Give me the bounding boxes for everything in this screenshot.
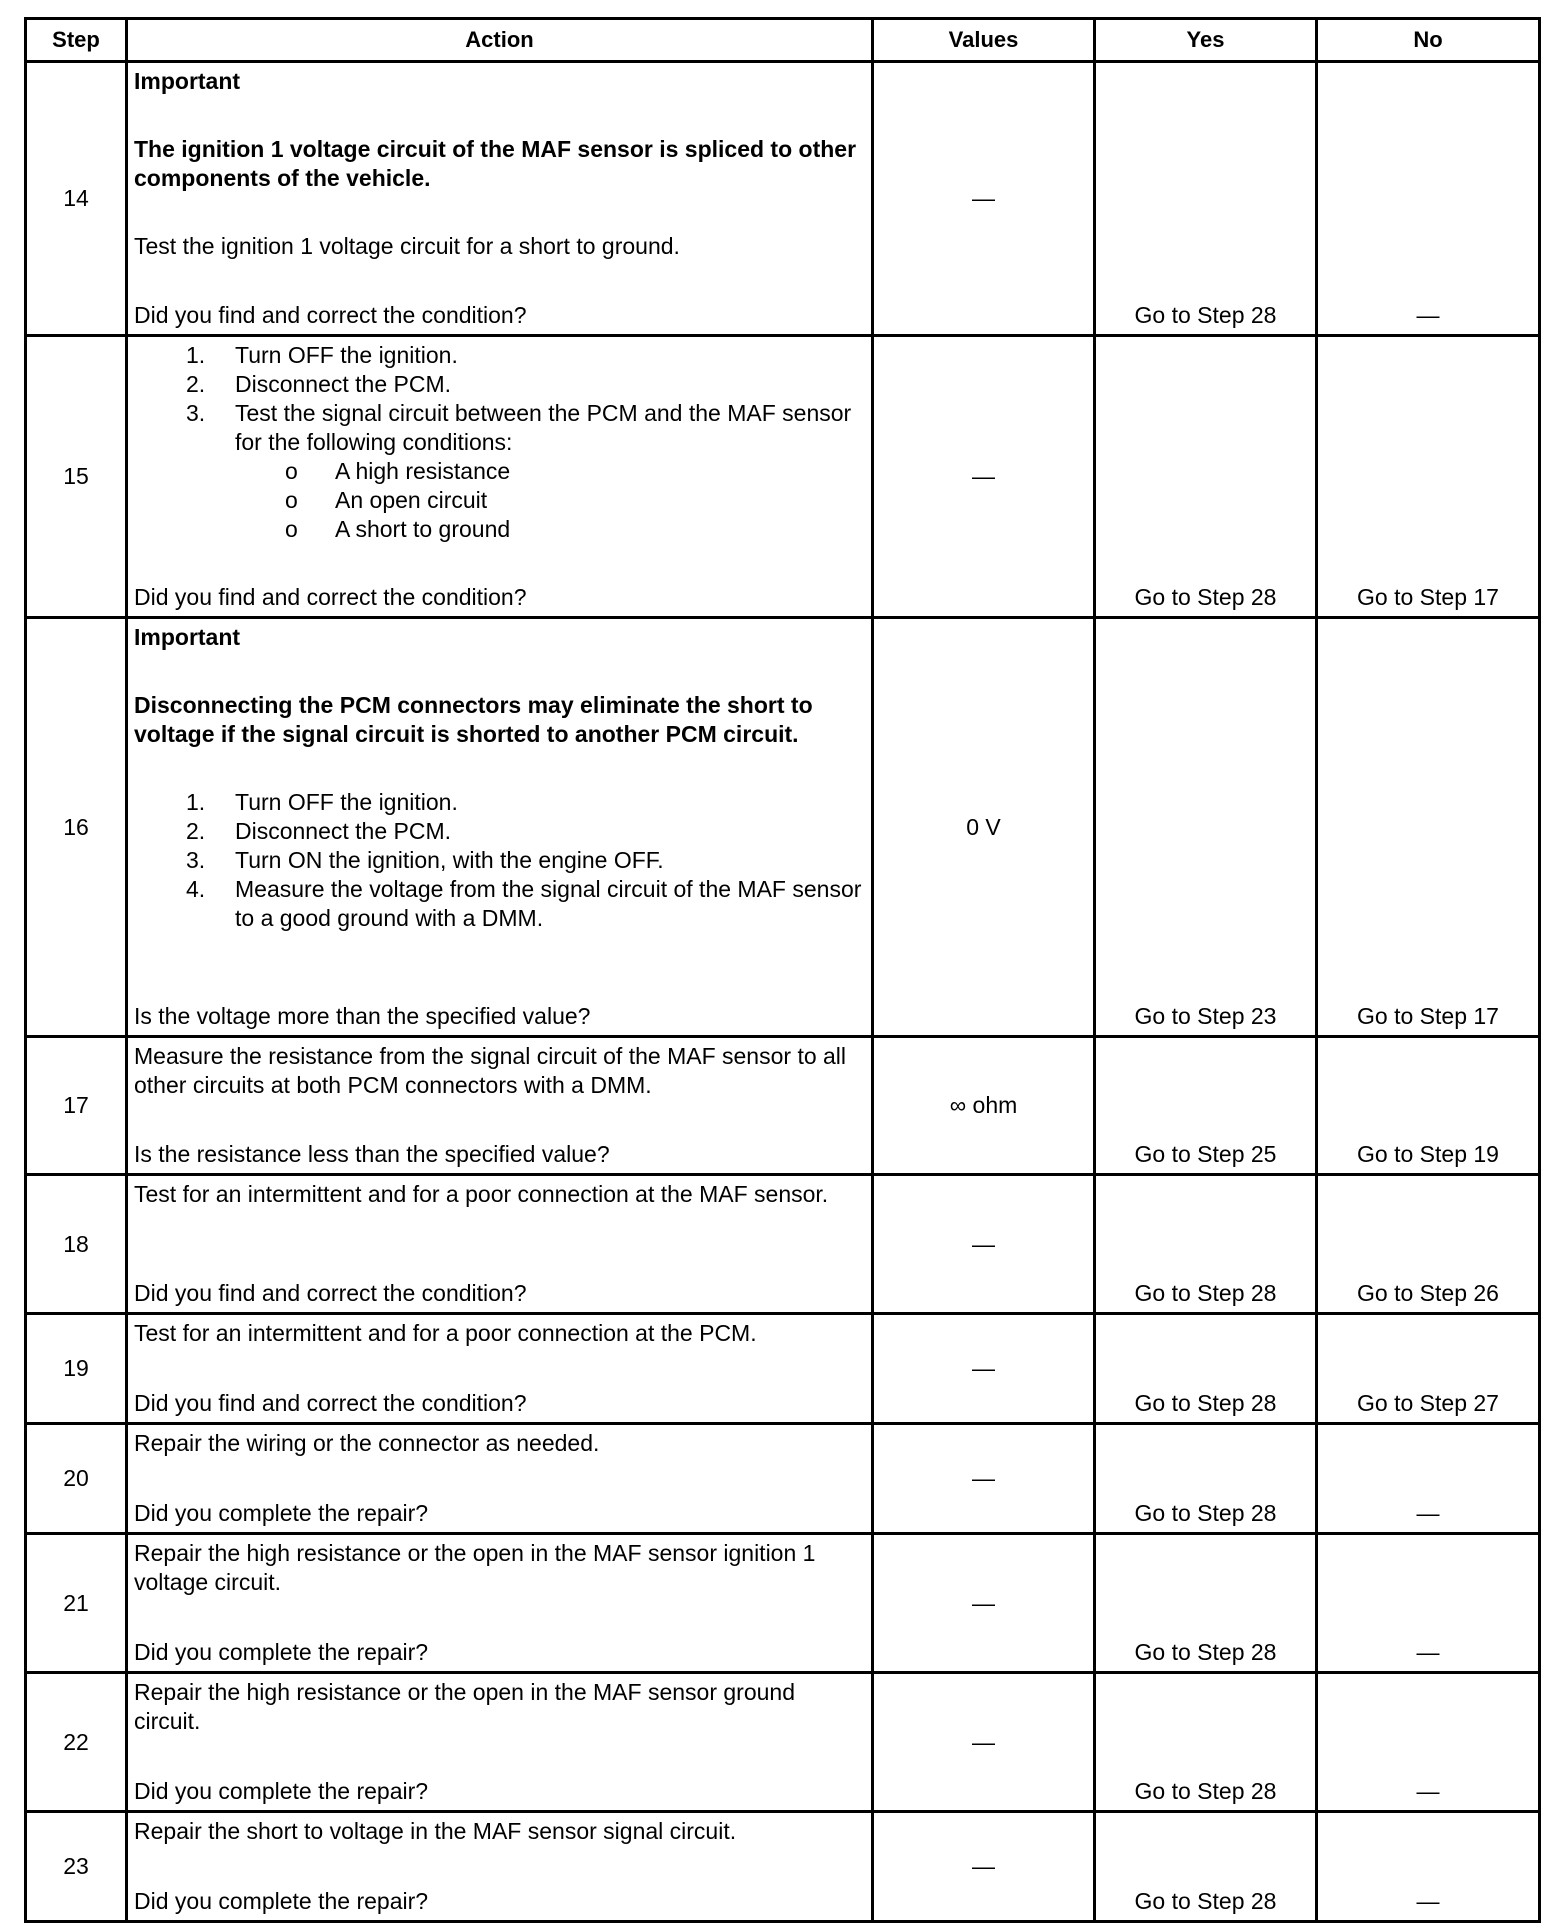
yes-cell <box>1095 62 1317 336</box>
action-question: Did you find and correct the condition? <box>134 1280 527 1306</box>
value-cell: 0 V <box>873 618 1095 1037</box>
action-cell <box>127 1673 873 1812</box>
table-row <box>26 1424 1540 1534</box>
yes-cell <box>1095 1534 1317 1673</box>
numbered-list <box>134 341 863 544</box>
action-text: Measure the resistance from the signal circuit of the MAF sensor to all other circuits at both PCM connectors with a DMM. <box>134 1043 847 1098</box>
list-item: 4. Measure the voltage from the signal circuit of the MAF sensor to a good ground with a DMM. <box>186 876 862 931</box>
list-item: 2. Disconnect the PCM. <box>186 371 452 397</box>
action-cell <box>127 1424 873 1534</box>
header-no: No <box>1317 19 1540 62</box>
no-cell <box>1317 1037 1540 1175</box>
list-item: 3. Test the signal circuit between the PCM and the MAF sensor for the following conditions: o A high resistance o An open circuit o A short to ground <box>186 399 863 544</box>
step-number: 21 <box>26 1534 127 1673</box>
important-label: Important <box>134 68 241 94</box>
action-question: Did you complete the repair? <box>134 1500 429 1526</box>
value-cell: ∞ ohm <box>873 1037 1095 1175</box>
list-item: 2. Disconnect the PCM. <box>186 818 452 844</box>
action-question: Did you complete the repair? <box>134 1888 429 1914</box>
yes-text: Go to Step 28 <box>1134 584 1277 610</box>
step-number: 18 <box>26 1175 127 1314</box>
numbered-list <box>134 788 863 933</box>
no-cell <box>1317 1175 1540 1314</box>
step-number: 19 <box>26 1314 127 1424</box>
value-cell: — <box>873 62 1095 336</box>
sub-list-item: o A high resistance <box>285 458 511 484</box>
yes-cell <box>1095 1424 1317 1534</box>
yes-text: Go to Step 28 <box>1134 1639 1277 1665</box>
action-text: Repair the high resistance or the open in the MAF sensor ground circuit. <box>134 1679 795 1734</box>
no-text: — <box>1416 1778 1440 1804</box>
action-question: Did you complete the repair? <box>134 1639 429 1665</box>
yes-text: Go to Step 28 <box>1134 302 1277 328</box>
yes-text: Go to Step 28 <box>1134 1888 1277 1914</box>
value-cell: — <box>873 1314 1095 1424</box>
no-cell <box>1317 1534 1540 1673</box>
action-text: Test for an intermittent and for a poor connection at the MAF sensor. <box>134 1181 829 1207</box>
no-cell <box>1317 618 1540 1037</box>
table-row <box>26 62 1540 336</box>
action-cell <box>127 336 873 618</box>
table-row <box>26 1175 1540 1314</box>
action-cell <box>127 1534 873 1673</box>
important-label: Important <box>134 624 241 650</box>
no-cell <box>1317 62 1540 336</box>
action-question: Did you find and correct the condition? <box>134 584 527 610</box>
header-action: Action <box>127 19 873 62</box>
sub-list <box>235 457 863 544</box>
yes-cell <box>1095 336 1317 618</box>
sub-list-item: o A short to ground <box>285 516 511 542</box>
action-question: Did you find and correct the condition? <box>134 1390 527 1416</box>
yes-cell <box>1095 1812 1317 1922</box>
action-question: Is the resistance less than the specified value? <box>134 1141 610 1167</box>
value-cell: — <box>873 1673 1095 1812</box>
no-cell <box>1317 1812 1540 1922</box>
value-cell: — <box>873 1812 1095 1922</box>
yes-text: Go to Step 28 <box>1134 1280 1277 1306</box>
table-row <box>26 1534 1540 1673</box>
no-cell <box>1317 1673 1540 1812</box>
important-note: The ignition 1 voltage circuit of the MAF sensor is spliced to other components of the vehicle. <box>134 136 857 191</box>
yes-cell <box>1095 1037 1317 1175</box>
step-number: 15 <box>26 336 127 618</box>
action-text: Test for an intermittent and for a poor connection at the PCM. <box>134 1320 757 1346</box>
table-row <box>26 1812 1540 1922</box>
step-number: 16 <box>26 618 127 1037</box>
list-item: 3. Turn ON the ignition, with the engine OFF. <box>186 847 664 873</box>
important-note: Disconnecting the PCM connectors may eliminate the short to voltage if the signal circuit is shorted to another PCM circuit. <box>134 692 813 747</box>
action-question: Did you find and correct the condition? <box>134 302 527 328</box>
step-number: 23 <box>26 1812 127 1922</box>
yes-cell <box>1095 1673 1317 1812</box>
action-cell <box>127 1812 873 1922</box>
no-text: Go to Step 26 <box>1357 1280 1499 1306</box>
sub-list-item: o An open circuit <box>285 487 488 513</box>
action-cell <box>127 618 873 1037</box>
action-question: Did you complete the repair? <box>134 1778 429 1804</box>
yes-text: Go to Step 23 <box>1134 1003 1277 1029</box>
no-text: — <box>1416 302 1440 328</box>
step-number: 14 <box>26 62 127 336</box>
no-cell <box>1317 1424 1540 1534</box>
table-row <box>26 1314 1540 1424</box>
action-text: Repair the short to voltage in the MAF sensor signal circuit. <box>134 1818 737 1844</box>
action-cell <box>127 1037 873 1175</box>
action-cell <box>127 1314 873 1424</box>
action-text: Repair the wiring or the connector as needed. <box>134 1430 600 1456</box>
header-row <box>26 19 1540 62</box>
yes-cell <box>1095 1175 1317 1314</box>
no-text: Go to Step 17 <box>1357 584 1499 610</box>
value-cell: — <box>873 1534 1095 1673</box>
yes-text: Go to Step 28 <box>1134 1778 1277 1804</box>
step-number: 17 <box>26 1037 127 1175</box>
no-cell <box>1317 336 1540 618</box>
step-number: 20 <box>26 1424 127 1534</box>
list-item: 1. Turn OFF the ignition. <box>186 342 458 368</box>
no-text: — <box>1416 1500 1440 1526</box>
no-text: — <box>1416 1888 1440 1914</box>
value-cell: — <box>873 336 1095 618</box>
action-question: Is the voltage more than the specified value? <box>134 1003 591 1029</box>
action-text: Repair the high resistance or the open in the MAF sensor ignition 1 voltage circuit. <box>134 1540 816 1595</box>
table-row <box>26 1673 1540 1812</box>
yes-text: Go to Step 28 <box>1134 1390 1277 1416</box>
header-values: Values <box>873 19 1095 62</box>
yes-cell <box>1095 1314 1317 1424</box>
no-text: Go to Step 19 <box>1357 1141 1499 1167</box>
yes-text: Go to Step 25 <box>1134 1141 1277 1167</box>
table-row <box>26 336 1540 618</box>
yes-text: Go to Step 28 <box>1134 1500 1277 1526</box>
action-cell <box>127 62 873 336</box>
value-cell: — <box>873 1424 1095 1534</box>
list-item: 1. Turn OFF the ignition. <box>186 789 458 815</box>
action-cell <box>127 1175 873 1314</box>
action-text: Test the ignition 1 voltage circuit for a short to ground. <box>134 233 680 259</box>
table-row <box>26 618 1540 1037</box>
no-text: Go to Step 17 <box>1357 1003 1499 1029</box>
diagnostic-table <box>24 17 1541 1923</box>
step-number: 22 <box>26 1673 127 1812</box>
yes-cell <box>1095 618 1317 1037</box>
header-yes: Yes <box>1095 19 1317 62</box>
no-text: Go to Step 27 <box>1357 1390 1499 1416</box>
header-step: Step <box>26 19 127 62</box>
no-text: — <box>1416 1639 1440 1665</box>
no-cell <box>1317 1314 1540 1424</box>
table-row <box>26 1037 1540 1175</box>
value-cell: — <box>873 1175 1095 1314</box>
